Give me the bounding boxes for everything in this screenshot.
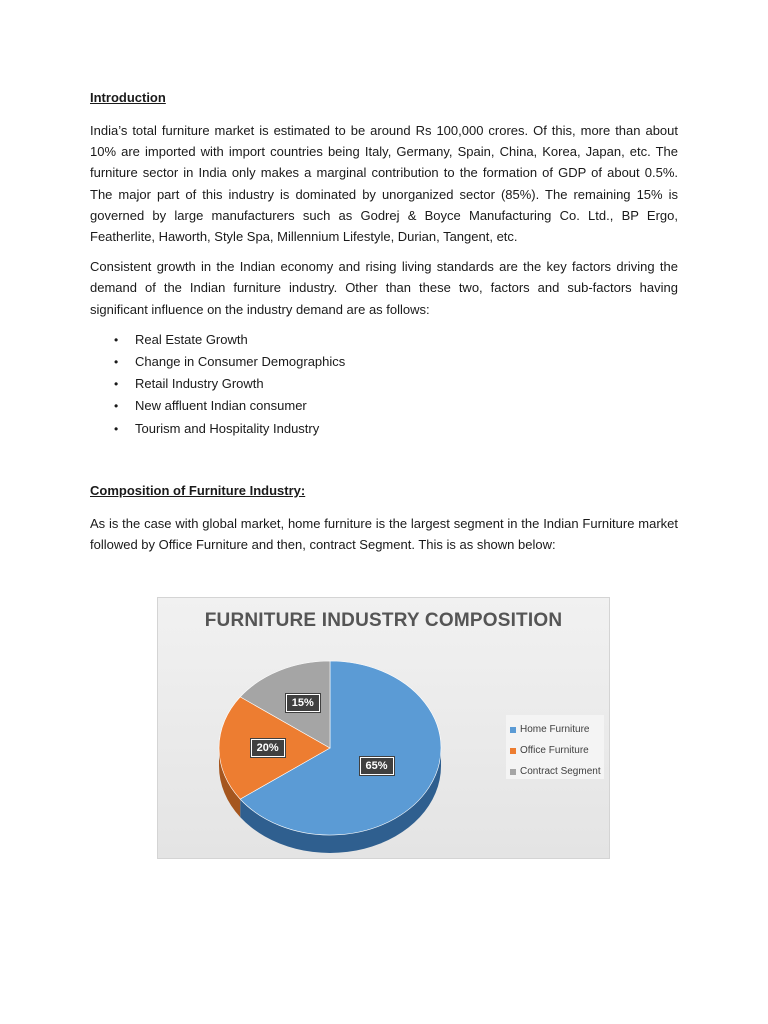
introduction-heading: Introduction — [90, 90, 166, 105]
list-item: • Real Estate Growth — [90, 329, 678, 351]
document-body — [90, 88, 678, 564]
data-label-home-furniture: 65% — [360, 757, 394, 775]
composition-heading: Composition of Furniture Industry: — [90, 482, 306, 498]
list-item: • Tourism and Hospitality Industry — [90, 418, 678, 440]
legend-item-contract-segment — [510, 761, 604, 782]
chart-legend — [506, 715, 604, 779]
legend-item-office-furniture — [510, 740, 604, 761]
intro-paragraph-2: Consistent growth in the Indian economy and rising living standards are the key factors driving the demand of the Indian furniture industry. Other than these two, factors and sub-factors having significant influence on the industry demand are as follows: — [90, 259, 678, 317]
composition-paragraph: As is the case with global market, home furniture is the largest segment in the Indian Furniture market followed by Office Furniture and then, contract Segment. This is as shown below: — [90, 515, 678, 553]
legend-item-home-furniture — [510, 719, 604, 740]
legend-swatch — [510, 727, 516, 733]
bullet-icon: • — [114, 332, 119, 347]
legend-swatch — [510, 769, 516, 775]
intro-paragraph-1: India’s total furniture market is estimated to be around Rs 100,000 crores. Of this, more than about 10% are imported with import countries being Italy, Germany, Spain, China, Korea, Japan, etc. The furniture sector in India only makes a marginal contribution to the formation of GDP of about 0.5%. The major part of this industry is dominated by unorganized sector (85%). The remaining 15% is governed by large manufacturers such as Godrej & Boyce Manufacturing Co. Ltd., BP Ergo, Featherlite, Haworth, Style Spa, Millennium Lifestyle, Durian, Tangent, etc. — [90, 123, 678, 245]
pie-chart — [157, 597, 610, 859]
legend-label: Office Furniture — [520, 745, 589, 756]
list-item: • Change in Consumer Demographics — [90, 351, 678, 373]
list-item: • New affluent Indian consumer — [90, 395, 678, 417]
list-item: • Retail Industry Growth — [90, 373, 678, 395]
data-label-office-furniture: 20% — [251, 739, 285, 757]
bullet-icon: • — [114, 355, 119, 370]
legend-swatch — [510, 748, 516, 754]
bullet-icon: • — [114, 399, 119, 414]
bullet-icon: • — [114, 421, 119, 436]
bullet-icon: • — [114, 377, 119, 392]
legend-label: Contract Segment — [520, 766, 601, 777]
demand-factors-list — [90, 329, 678, 440]
data-label-contract-segment: 15% — [286, 694, 320, 712]
legend-label: Home Furniture — [520, 724, 590, 735]
chart-title: FURNITURE INDUSTRY COMPOSITION — [204, 610, 563, 631]
